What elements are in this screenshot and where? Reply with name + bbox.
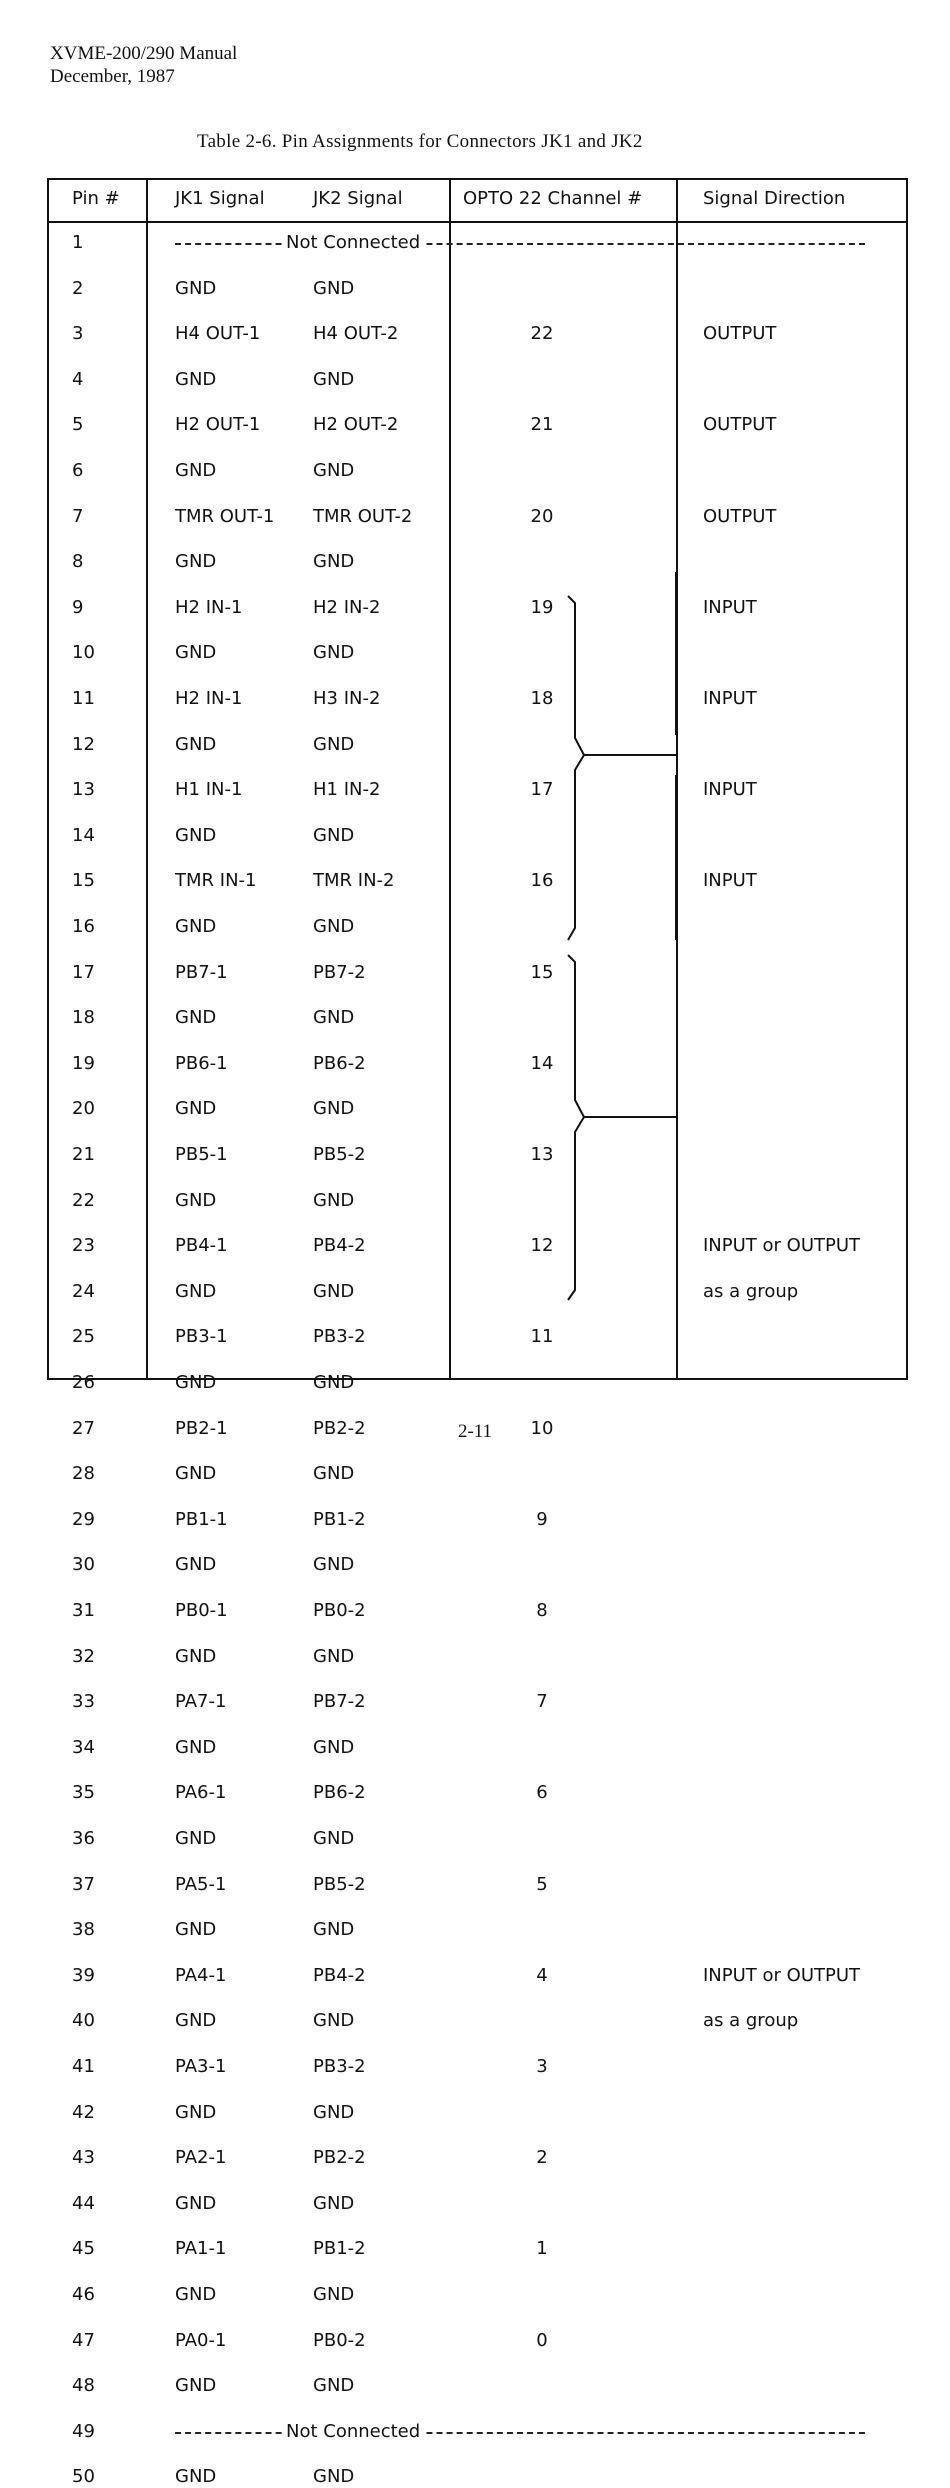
jk1-signal: PA7-1	[175, 1691, 227, 1713]
pin-number: 7	[72, 505, 84, 527]
jk2-signal: H3 IN-2	[313, 688, 381, 709]
jk2-signal: PB2-2	[313, 2147, 366, 2169]
jk2-signal: GND	[313, 2010, 355, 2032]
brace-channels-7-0	[568, 955, 584, 1300]
jk2-signal: GND	[313, 1372, 355, 1393]
signal-direction: INPUT or OUTPUT	[703, 1235, 861, 1257]
jk1-signal: PB4-1	[175, 1235, 228, 1257]
signal-direction: INPUT or OUTPUT	[703, 1964, 861, 1986]
jk1-signal: GND	[175, 1372, 217, 1393]
jk2-signal: H4 OUT-2	[313, 323, 399, 345]
signal-direction: OUTPUT	[703, 505, 777, 527]
jk1-signal: GND	[175, 368, 217, 390]
opto-channel: 14	[530, 1052, 554, 1074]
jk1-signal: GND	[175, 460, 217, 481]
opto-channel: 21	[530, 414, 554, 436]
jk2-signal: GND	[313, 277, 355, 299]
jk2-signal: PB6-2	[313, 1782, 366, 1804]
jk1-signal: PA0-1	[175, 2329, 227, 2351]
signal-direction: INPUT	[703, 596, 757, 618]
jk2-signal: PB2-2	[313, 1417, 366, 1439]
jk2-signal: GND	[313, 916, 355, 937]
jk2-signal: H2 OUT-2	[313, 414, 399, 436]
opto-channel: 22	[530, 323, 554, 345]
jk1-signal: PA2-1	[175, 2147, 227, 2169]
pin-number: 26	[72, 1372, 95, 1393]
opto-channel: 0	[536, 2329, 548, 2351]
opto-channel: 13	[530, 1144, 554, 1165]
pin-number: 27	[72, 1417, 95, 1439]
opto-channel: 19	[530, 596, 554, 618]
jk1-signal: H2 IN-1	[175, 688, 243, 709]
jk2-signal: PB6-2	[313, 1052, 366, 1074]
jk1-signal: PB6-1	[175, 1052, 228, 1074]
jk1-signal: PB1-1	[175, 1508, 228, 1530]
pin-number: 35	[72, 1782, 95, 1804]
jk2-signal: PB7-2	[313, 1691, 366, 1713]
signal-direction: OUTPUT	[703, 414, 777, 436]
jk2-signal: PB5-2	[313, 1873, 366, 1895]
pin-number: 48	[72, 2375, 95, 2397]
opto-channel: 18	[530, 688, 554, 709]
not-connected-label: Not Connected	[282, 2421, 424, 2443]
pin-number: 50	[72, 2466, 95, 2488]
pin-number: 22	[72, 1189, 95, 1211]
jk1-signal: GND	[175, 1463, 217, 1485]
opto-channel: 7	[536, 1691, 548, 1713]
jk1-signal: PA4-1	[175, 1964, 227, 1986]
not-connected-rule	[175, 2432, 865, 2434]
pin-number: 28	[72, 1463, 95, 1485]
jk2-signal: GND	[313, 2101, 355, 2123]
jk2-signal: GND	[313, 1554, 355, 1576]
pin-number: 6	[72, 460, 84, 481]
opto-channel: 6	[536, 1782, 548, 1804]
opto-channel: 11	[530, 1326, 554, 1348]
jk1-signal: GND	[175, 1007, 217, 1029]
jk1-signal: H2 IN-1	[175, 596, 243, 618]
jk2-signal: TMR OUT-2	[313, 505, 413, 527]
jk1-signal: PA6-1	[175, 1782, 227, 1804]
jk1-signal: GND	[175, 551, 217, 573]
jk1-signal: PB3-1	[175, 1326, 228, 1348]
opto-channel: 9	[536, 1508, 548, 1530]
signal-direction: INPUT	[703, 870, 757, 892]
jk1-signal: GND	[175, 1736, 217, 1758]
signal-direction: INPUT	[703, 779, 757, 801]
jk2-signal: PB3-2	[313, 1326, 366, 1348]
jk1-signal: GND	[175, 824, 217, 846]
jk1-signal: TMR IN-1	[175, 870, 257, 892]
pin-number: 33	[72, 1691, 95, 1713]
jk2-signal: PB1-2	[313, 1508, 366, 1530]
manual-date: December, 1987	[50, 66, 175, 87]
opto-channel: 3	[536, 2056, 548, 2077]
jk2-signal: GND	[313, 733, 355, 755]
jk1-signal: GND	[175, 2375, 217, 2397]
pin-number: 11	[72, 688, 95, 709]
col-header-jk2: JK2 Signal	[313, 188, 403, 209]
jk2-signal: GND	[313, 368, 355, 390]
jk2-signal: GND	[313, 1645, 355, 1667]
jk1-signal: PB2-1	[175, 1417, 228, 1439]
pin-number: 43	[72, 2147, 95, 2169]
jk2-signal: PB1-2	[313, 2238, 366, 2260]
pin-number: 39	[72, 1964, 95, 1986]
jk1-signal: GND	[175, 642, 217, 664]
jk2-signal: GND	[313, 642, 355, 664]
jk2-signal: GND	[313, 2466, 355, 2488]
pin-number: 2	[72, 277, 84, 299]
jk1-signal: PB0-1	[175, 1600, 228, 1621]
jk2-signal: PB5-2	[313, 1144, 366, 1165]
pin-number: 30	[72, 1554, 95, 1576]
signal-direction: as a group	[703, 2010, 799, 2032]
jk2-signal: PB0-2	[313, 2329, 366, 2351]
jk2-signal: PB0-2	[313, 1600, 366, 1621]
jk2-signal: GND	[313, 1919, 355, 1941]
pin-number: 19	[72, 1052, 95, 1074]
jk1-signal: TMR OUT-1	[175, 505, 275, 527]
pin-number: 24	[72, 1280, 95, 1302]
signal-direction: INPUT	[703, 688, 757, 709]
jk2-signal: GND	[313, 2375, 355, 2397]
pin-number: 41	[72, 2056, 95, 2077]
opto-channel: 15	[530, 961, 554, 983]
jk2-signal: H2 IN-2	[313, 596, 381, 618]
jk1-signal: PA1-1	[175, 2238, 227, 2260]
pin-number: 38	[72, 1919, 95, 1941]
jk1-signal: GND	[175, 2284, 217, 2305]
jk1-signal: H2 OUT-1	[175, 414, 261, 436]
pin-number: 40	[72, 2010, 95, 2032]
pin-number: 42	[72, 2101, 95, 2123]
pin-number: 45	[72, 2238, 95, 2260]
jk1-signal: GND	[175, 1098, 217, 1120]
pin-number: 23	[72, 1235, 95, 1257]
pin-number: 1	[72, 232, 84, 253]
jk2-signal: GND	[313, 1189, 355, 1211]
pin-number: 15	[72, 870, 95, 892]
signal-direction: OUTPUT	[703, 323, 777, 345]
pin-number: 20	[72, 1098, 95, 1120]
pin-number: 44	[72, 2192, 95, 2214]
pin-number: 12	[72, 733, 95, 755]
not-connected-label: Not Connected	[282, 232, 424, 254]
jk2-signal: GND	[313, 1828, 355, 1849]
jk2-signal: GND	[313, 1280, 355, 1302]
pin-number: 3	[72, 323, 84, 345]
jk1-signal: PA5-1	[175, 1873, 227, 1895]
opto-channel: 2	[536, 2147, 548, 2169]
pin-number: 5	[72, 414, 84, 436]
jk2-signal: H1 IN-2	[313, 779, 381, 801]
jk1-signal: GND	[175, 2010, 217, 2032]
manual-title: XVME-200/290 Manual	[50, 43, 238, 64]
pin-number: 36	[72, 1828, 95, 1849]
jk1-signal: GND	[175, 1828, 217, 1849]
opto-channel: 20	[530, 505, 554, 527]
jk2-signal: PB7-2	[313, 961, 366, 983]
pin-number: 29	[72, 1508, 95, 1530]
jk2-signal: PB4-2	[313, 1235, 366, 1257]
jk1-signal: PB7-1	[175, 961, 228, 983]
pin-number: 46	[72, 2284, 95, 2305]
pin-number: 10	[72, 642, 95, 664]
jk2-signal: GND	[313, 2192, 355, 2214]
opto-channel: 5	[536, 1873, 548, 1895]
pin-number: 49	[72, 2420, 95, 2442]
jk2-signal: GND	[313, 1007, 355, 1029]
jk2-signal: PB4-2	[313, 1964, 366, 1986]
col-header-jk1: JK1 Signal	[175, 188, 265, 209]
jk2-signal: GND	[313, 1098, 355, 1120]
jk2-signal: TMR IN-2	[313, 870, 395, 892]
opto-channel: 8	[536, 1600, 548, 1621]
pin-number: 14	[72, 824, 95, 846]
jk1-signal: GND	[175, 1189, 217, 1211]
pin-number: 47	[72, 2329, 95, 2351]
jk1-signal: PA3-1	[175, 2056, 227, 2077]
jk1-signal: PB5-1	[175, 1144, 228, 1165]
pin-number: 9	[72, 596, 84, 618]
jk1-signal: GND	[175, 277, 217, 299]
jk2-signal: GND	[313, 460, 355, 481]
jk1-signal: GND	[175, 2192, 217, 2214]
jk2-signal: GND	[313, 551, 355, 573]
pin-number: 37	[72, 1873, 95, 1895]
opto-channel: 16	[530, 870, 554, 892]
pin-number: 21	[72, 1144, 95, 1165]
page-number: 2-11	[457, 1421, 493, 1442]
jk1-signal: GND	[175, 916, 217, 937]
opto-channel: 10	[530, 1417, 554, 1439]
pin-number: 18	[72, 1007, 95, 1029]
col-header-opto-channel: OPTO 22 Channel #	[463, 188, 643, 209]
pin-number: 25	[72, 1326, 95, 1348]
table-caption: Table 2-6. Pin Assignments for Connectors JK1 and JK2	[197, 131, 643, 152]
jk2-signal: GND	[313, 1736, 355, 1758]
pin-number: 16	[72, 916, 95, 937]
opto-channel: 17	[530, 779, 554, 801]
jk2-signal: GND	[313, 2284, 355, 2305]
pin-number: 8	[72, 551, 84, 573]
pin-number: 13	[72, 779, 95, 801]
jk2-signal: GND	[313, 824, 355, 846]
pin-number: 32	[72, 1645, 95, 1667]
jk1-signal: GND	[175, 733, 217, 755]
pin-number: 31	[72, 1600, 95, 1621]
col-header-signal-direction: Signal Direction	[703, 188, 846, 209]
pin-number: 17	[72, 961, 95, 983]
jk1-signal: GND	[175, 2466, 217, 2488]
jk1-signal: H4 OUT-1	[175, 323, 261, 345]
jk2-signal: PB3-2	[313, 2056, 366, 2077]
jk2-signal: GND	[313, 1463, 355, 1485]
pin-number: 4	[72, 368, 84, 390]
opto-channel: 12	[530, 1235, 554, 1257]
jk1-signal: GND	[175, 1645, 217, 1667]
jk1-signal: H1 IN-1	[175, 779, 243, 801]
jk1-signal: GND	[175, 2101, 217, 2123]
jk1-signal: GND	[175, 1919, 217, 1941]
col-header-pin: Pin #	[72, 188, 120, 209]
brace-channels-15-8	[568, 596, 584, 940]
opto-channel: 4	[536, 1964, 548, 1986]
opto-channel: 1	[536, 2238, 548, 2260]
signal-direction: as a group	[703, 1280, 799, 1302]
jk1-signal: GND	[175, 1280, 217, 1302]
pin-number: 34	[72, 1736, 95, 1758]
jk1-signal: GND	[175, 1554, 217, 1576]
